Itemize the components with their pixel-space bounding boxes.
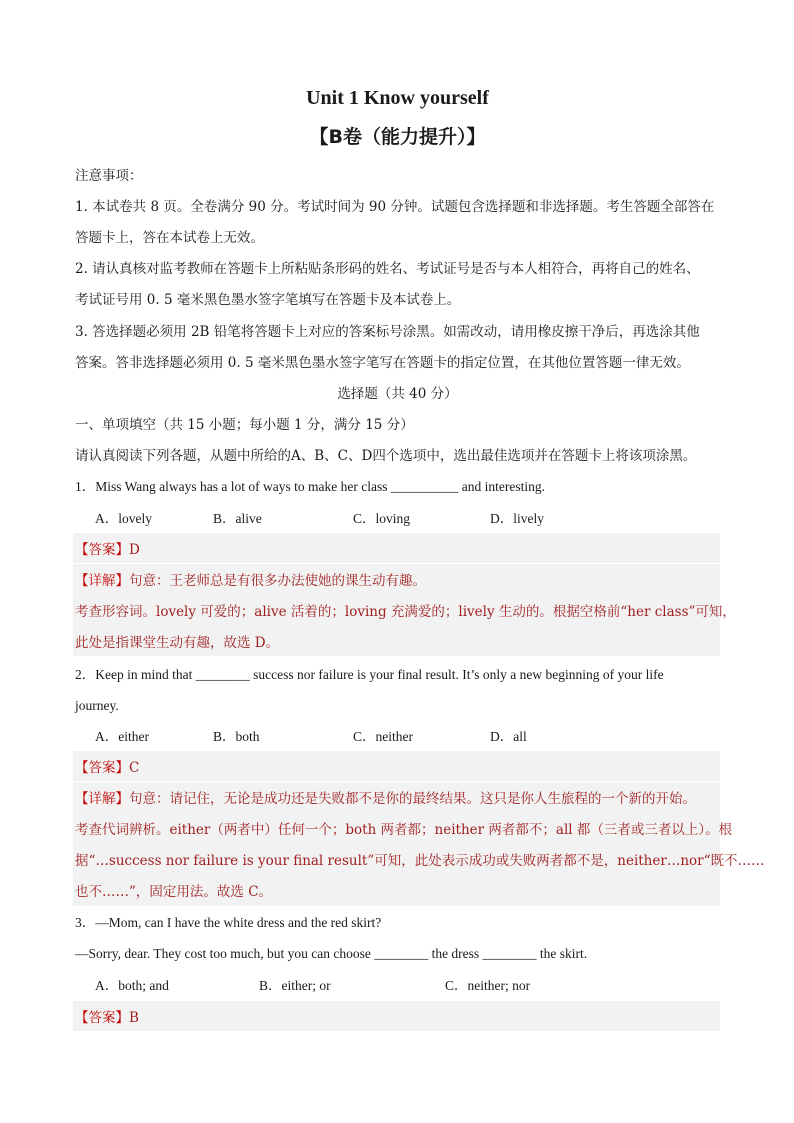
option-c: C．neither; nor: [445, 978, 531, 993]
option-d: D．all: [490, 729, 527, 744]
question-stem: journey.: [75, 698, 119, 713]
answer-tag: 【答案】: [75, 1010, 129, 1026]
notice-line: 考试证号用 0. 5 毫米黑色墨水签字笔填写在答题卡及本试卷上。: [75, 292, 461, 308]
option-a: A．both; and: [95, 978, 169, 993]
detail-text: 句意：请记住，无论是成功还是失败都不是你的最终结果。这只是你人生旅程的一个新的开始。: [129, 791, 696, 807]
question-stem: 3．—Mom, can I have the white dress and the red skirt?: [75, 915, 382, 930]
option-d: D．lively: [490, 511, 544, 526]
notice-line: 1. 本试卷共 8 页。全卷满分 90 分。考试时间为 90 分钟。试题包含选择题和非选择题。考生答题全部答在: [75, 199, 715, 215]
part-title: 一、单项填空（共 15 小题；每小题 1 分，满分 15 分）: [75, 417, 414, 433]
option-c: C．neither: [353, 729, 413, 744]
detail-tag: 【详解】: [75, 573, 129, 589]
answer-box: [73, 533, 720, 563]
detail-tag: 【详解】: [75, 791, 129, 807]
question-stem: 1．Miss Wang always has a lot of ways to make her class __________ and interesting.: [75, 479, 545, 494]
answer-value: B: [129, 1010, 139, 1026]
answer-box: [73, 751, 720, 781]
answer-box: [73, 1001, 720, 1031]
answer-line: [75, 758, 139, 778]
answer-tag: 【答案】: [75, 760, 129, 776]
question-stem: 2．Keep in mind that ________ success nor failure is your final result. It’s only a new beginning of your life: [75, 667, 664, 682]
notice-line: 答案。答非选择题必须用 0. 5 毫米黑色墨水签字笔写在答题卡的指定位置，在其他位置答题一律无效。: [75, 355, 690, 371]
answer-tag: 【答案】: [75, 542, 129, 558]
option-a: A．either: [95, 729, 149, 744]
notice-heading: 注意事项：: [75, 168, 143, 184]
answer-value: D: [129, 542, 140, 558]
paper-subtitle: 【B卷（能力提升）】: [309, 126, 486, 148]
question-stem: —Sorry, dear. They cost too much, but you can choose ________ the dress ________ the skirt.: [75, 946, 588, 961]
answer-value: C: [129, 760, 140, 776]
option-b: B．alive: [213, 511, 262, 526]
detail-line: 考查代词辨析。either（两者中）任何一个；both 两者都；neither 两者都不；all 都（三者或三者以上）。根: [75, 822, 733, 838]
detail-text: 句意：王老师总是有很多办法使她的课生动有趣。: [129, 573, 426, 589]
option-c: C．loving: [353, 511, 411, 526]
detail-line: 考查形容词。lovely 可爱的；alive 活着的；loving 充满爱的；lively 生动的。根据空格前“her class”可知，: [75, 604, 736, 620]
detail-line: 也不……”，固定用法。故选 C。: [75, 884, 273, 900]
option-b: B．both: [213, 729, 260, 744]
option-a: A．lovely: [95, 511, 152, 526]
detail-line: 此处是指课堂生动有趣，故选 D。: [75, 635, 280, 651]
detail-line: [75, 789, 696, 809]
detail-line: 据“…success nor failure is your final result”可知，此处表示成功或失败两者都不是，neither…nor“既不……: [75, 853, 765, 869]
answer-line: [75, 1008, 139, 1028]
notice-line: 答题卡上，答在本试卷上无效。: [75, 230, 264, 246]
notice-line: 2. 请认真核对监考教师在答题卡上所粘贴条形码的姓名、考试证号是否与本人相符合，再将自己的姓名、: [75, 261, 700, 277]
section-title: 选择题（共 40 分）: [337, 386, 458, 402]
detail-line: [75, 571, 426, 591]
option-b: B．either; or: [259, 978, 331, 993]
part-instruction: 请认真阅读下列各题，从题中所给的A、B、C、D四个选项中，选出最佳选项并在答题卡上将该项涂黑。: [75, 448, 697, 464]
answer-line: [75, 540, 140, 560]
page-title: Unit 1 Know yourself: [306, 87, 489, 109]
notice-line: 3. 答选择题必须用 2B 铅笔将答题卡上对应的答案标号涂黑。如需改动，请用橡皮擦干净后，再选涂其他: [75, 324, 700, 340]
